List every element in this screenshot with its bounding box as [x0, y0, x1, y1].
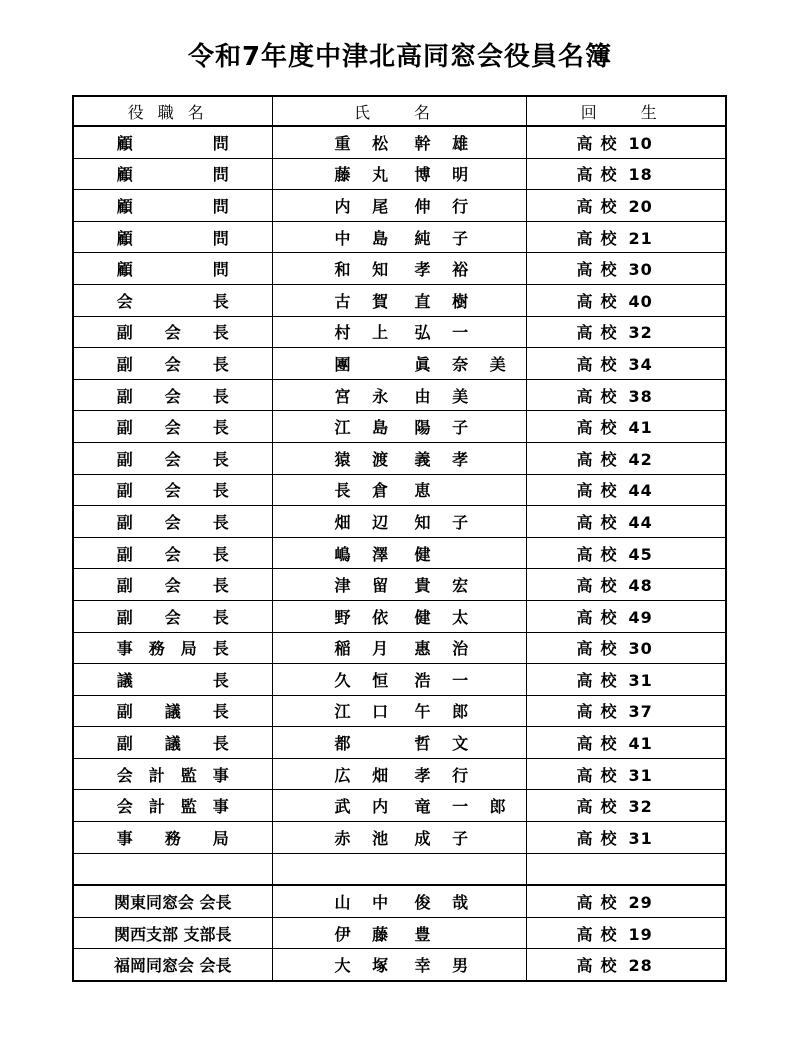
- surname: 藤 丸: [334, 165, 397, 185]
- table-row: [73, 126, 726, 158]
- surname: 山 中: [334, 893, 397, 913]
- given-name: 俊 哉: [414, 893, 477, 913]
- table-row: [73, 316, 726, 348]
- blank-cell: [526, 853, 726, 885]
- table-row: [73, 885, 726, 917]
- given-name: 浩 一: [414, 670, 477, 690]
- surname: 伊 藤: [334, 924, 397, 944]
- name-cell: [272, 316, 526, 348]
- header-class: 回 生: [526, 96, 726, 126]
- school-label: 高校: [576, 765, 625, 785]
- given-name: 健: [414, 544, 439, 564]
- given-name: 健 太: [414, 607, 477, 627]
- given-name: 由 美: [414, 386, 477, 406]
- role-cell: [73, 442, 272, 474]
- school-label: 高校: [576, 165, 625, 185]
- class-cell: [526, 949, 726, 981]
- given-name: 博 明: [414, 165, 477, 185]
- surname: 中 島: [334, 228, 397, 248]
- given-name: 知 子: [414, 512, 477, 532]
- blank-cell: [73, 853, 272, 885]
- role-label: 副会長: [116, 481, 229, 501]
- role-label: 事務局長: [116, 639, 229, 659]
- officer-rows: [73, 126, 726, 981]
- school-label: 高校: [576, 734, 625, 754]
- page-title: 令和7年度中津北高同窓会役員名簿: [187, 42, 613, 72]
- role-cell: [73, 506, 272, 538]
- role-cell: [73, 284, 272, 316]
- class-cell: [526, 474, 726, 506]
- class-cell: [526, 600, 726, 632]
- table-row: [73, 158, 726, 190]
- officer-table: [72, 95, 727, 982]
- surname: 重 松: [334, 133, 397, 153]
- role-label: 副会長: [116, 576, 229, 596]
- given-name: 幹 雄: [414, 133, 477, 153]
- role-cell: [73, 569, 272, 601]
- class-cell: [526, 316, 726, 348]
- role-cell: [73, 758, 272, 790]
- role-cell: [73, 221, 272, 253]
- school-label: 高校: [576, 576, 625, 596]
- school-label: 高校: [576, 956, 625, 976]
- surname: 猿 渡: [334, 449, 397, 469]
- role-label: 副会長: [116, 386, 229, 406]
- table-row: [73, 506, 726, 538]
- name-cell: [272, 221, 526, 253]
- header-role: 役職名: [73, 96, 272, 126]
- given-name: 恵: [414, 481, 439, 501]
- surname: 村 上: [334, 323, 397, 343]
- school-label: 高校: [576, 481, 625, 501]
- class-number: 10: [628, 133, 653, 153]
- role-cell: [73, 885, 272, 917]
- given-name: 午 郎: [414, 702, 477, 722]
- role-label: 顧 問: [116, 228, 229, 248]
- given-name: 直 樹: [414, 291, 477, 311]
- role-label: 会計監事: [116, 765, 229, 785]
- surname: 江 島: [334, 418, 397, 438]
- name-cell: [272, 695, 526, 727]
- class-cell: [526, 695, 726, 727]
- role-cell: [73, 379, 272, 411]
- class-cell: [526, 379, 726, 411]
- table-row: [73, 695, 726, 727]
- role-label: 関西支部 支部長: [113, 924, 232, 944]
- class-number: 30: [628, 639, 653, 659]
- role-cell: [73, 316, 272, 348]
- role-label: 会 長: [116, 291, 229, 311]
- name-cell: [272, 632, 526, 664]
- class-number: 37: [628, 702, 653, 722]
- class-cell: [526, 126, 726, 158]
- role-cell: [73, 917, 272, 949]
- school-label: 高校: [576, 449, 625, 469]
- class-number: 29: [628, 893, 653, 913]
- class-number: 31: [628, 670, 653, 690]
- role-cell: [73, 190, 272, 222]
- name-cell: [272, 949, 526, 981]
- role-label: 関東同窓会 会長: [113, 893, 232, 913]
- class-number: 21: [628, 228, 653, 248]
- school-label: 高校: [576, 512, 625, 532]
- surname: 和 知: [334, 260, 397, 280]
- given-name: 純 子: [414, 228, 477, 248]
- surname: 内 尾: [334, 196, 397, 216]
- school-label: 高校: [576, 260, 625, 280]
- class-cell: [526, 885, 726, 917]
- class-cell: [526, 664, 726, 696]
- school-label: 高校: [576, 797, 625, 817]
- school-label: 高校: [576, 418, 625, 438]
- table-row: [73, 411, 726, 443]
- school-label: 高校: [576, 607, 625, 627]
- name-cell: [272, 569, 526, 601]
- role-cell: [73, 727, 272, 759]
- given-name: 貴 宏: [414, 576, 477, 596]
- class-cell: [526, 253, 726, 285]
- class-cell: [526, 727, 726, 759]
- name-cell: [272, 379, 526, 411]
- surname: 嶋 澤: [334, 544, 397, 564]
- class-cell: [526, 348, 726, 380]
- table-row: [73, 664, 726, 696]
- name-cell: [272, 758, 526, 790]
- role-cell: [73, 348, 272, 380]
- given-name: 豊: [414, 924, 439, 944]
- table-row: [73, 600, 726, 632]
- role-label: 副会長: [116, 418, 229, 438]
- class-cell: [526, 284, 726, 316]
- role-cell: [73, 632, 272, 664]
- name-cell: [272, 790, 526, 822]
- school-label: 高校: [576, 893, 625, 913]
- name-cell: [272, 537, 526, 569]
- surname: 長 倉: [334, 481, 397, 501]
- role-label: 事務局: [116, 828, 229, 848]
- role-cell: [73, 600, 272, 632]
- class-number: 48: [628, 576, 653, 596]
- surname: 野 依: [334, 607, 397, 627]
- school-label: 高校: [576, 828, 625, 848]
- table-row: [73, 284, 726, 316]
- given-name: 惠 治: [414, 639, 477, 659]
- school-label: 高校: [576, 702, 625, 722]
- class-cell: [526, 632, 726, 664]
- role-cell: [73, 474, 272, 506]
- given-name: 成 子: [414, 828, 477, 848]
- name-cell: [272, 885, 526, 917]
- table-header-row: [73, 96, 726, 126]
- role-cell: [73, 537, 272, 569]
- given-name: 孝 裕: [414, 260, 477, 280]
- table-row: [73, 348, 726, 380]
- table-row: [73, 569, 726, 601]
- name-cell: [272, 158, 526, 190]
- surname: 江 口: [334, 702, 397, 722]
- role-label: 福岡同窓会 会長: [113, 956, 232, 976]
- class-number: 45: [628, 544, 653, 564]
- table-row: [73, 253, 726, 285]
- name-cell: [272, 822, 526, 854]
- table-row: [73, 822, 726, 854]
- role-label: 副議長: [116, 734, 229, 754]
- class-cell: [526, 411, 726, 443]
- class-cell: [526, 442, 726, 474]
- name-cell: [272, 600, 526, 632]
- table-row: [73, 790, 726, 822]
- school-label: 高校: [576, 924, 625, 944]
- name-cell: [272, 411, 526, 443]
- role-label: 顧 問: [116, 133, 229, 153]
- surname: 稲 月: [334, 639, 397, 659]
- role-label: 会計監事: [116, 797, 229, 817]
- school-label: 高校: [576, 196, 625, 216]
- class-number: 28: [628, 956, 653, 976]
- class-number: 18: [628, 165, 653, 185]
- surname: 武 内: [334, 797, 397, 817]
- name-cell: [272, 917, 526, 949]
- role-label: 顧 問: [116, 260, 229, 280]
- class-cell: [526, 158, 726, 190]
- class-number: 32: [628, 323, 653, 343]
- role-label: 顧 問: [116, 165, 229, 185]
- school-label: 高校: [576, 544, 625, 564]
- role-label: 副会長: [116, 607, 229, 627]
- class-number: 42: [628, 449, 653, 469]
- surname: 大 塚: [334, 956, 397, 976]
- table-row: [73, 379, 726, 411]
- surname: 古 賀: [334, 291, 397, 311]
- surname: 津 留: [334, 576, 397, 596]
- given-name: 孝 行: [414, 765, 477, 785]
- class-cell: [526, 569, 726, 601]
- class-cell: [526, 758, 726, 790]
- surname: 久 恒: [334, 670, 397, 690]
- class-number: 30: [628, 260, 653, 280]
- class-cell: [526, 790, 726, 822]
- role-label: 副会長: [116, 323, 229, 343]
- table-row: [73, 474, 726, 506]
- class-number: 40: [628, 291, 653, 311]
- role-cell: [73, 664, 272, 696]
- role-label: 副会長: [116, 449, 229, 469]
- role-cell: [73, 253, 272, 285]
- school-label: 高校: [576, 133, 625, 153]
- name-cell: [272, 284, 526, 316]
- school-label: 高校: [576, 323, 625, 343]
- surname: 赤 池: [334, 828, 397, 848]
- class-cell: [526, 917, 726, 949]
- given-name: 哲 文: [414, 734, 477, 754]
- class-cell: [526, 221, 726, 253]
- class-number: 38: [628, 386, 653, 406]
- class-number: 19: [628, 924, 653, 944]
- class-cell: [526, 537, 726, 569]
- table-row: [73, 632, 726, 664]
- name-cell: [272, 506, 526, 538]
- name-cell: [272, 442, 526, 474]
- role-label: 副議長: [116, 702, 229, 722]
- given-name: 竜 一 郎: [414, 797, 514, 817]
- class-cell: [526, 190, 726, 222]
- name-cell: [272, 126, 526, 158]
- table-row: [73, 221, 726, 253]
- school-label: 高校: [576, 670, 625, 690]
- role-cell: [73, 949, 272, 981]
- role-cell: [73, 822, 272, 854]
- blank-cell: [272, 853, 526, 885]
- name-cell: [272, 190, 526, 222]
- class-number: 44: [628, 481, 653, 501]
- school-label: 高校: [576, 228, 625, 248]
- role-label: 議 長: [116, 670, 229, 690]
- role-cell: [73, 126, 272, 158]
- class-number: 34: [628, 354, 653, 374]
- name-cell: [272, 664, 526, 696]
- class-cell: [526, 822, 726, 854]
- class-number: 31: [628, 765, 653, 785]
- name-cell: [272, 348, 526, 380]
- table-row: [73, 442, 726, 474]
- name-cell: [272, 253, 526, 285]
- table-row: [73, 727, 726, 759]
- given-name: 眞 奈 美: [414, 354, 514, 374]
- surname: 都: [334, 734, 359, 754]
- surname: 広 畑: [334, 765, 397, 785]
- role-label: 副会長: [116, 354, 229, 374]
- role-label: 顧 問: [116, 196, 229, 216]
- class-number: 32: [628, 797, 653, 817]
- class-number: 44: [628, 512, 653, 532]
- school-label: 高校: [576, 291, 625, 311]
- name-cell: [272, 727, 526, 759]
- surname: 團: [334, 354, 359, 374]
- school-label: 高校: [576, 354, 625, 374]
- class-number: 31: [628, 828, 653, 848]
- role-label: 副会長: [116, 544, 229, 564]
- given-name: 幸 男: [414, 956, 477, 976]
- class-number: 41: [628, 418, 653, 438]
- name-cell: [272, 474, 526, 506]
- header-name: 氏 名: [272, 96, 526, 126]
- given-name: 伸 行: [414, 196, 477, 216]
- class-number: 41: [628, 734, 653, 754]
- class-number: 49: [628, 607, 653, 627]
- given-name: 義 孝: [414, 449, 477, 469]
- blank-row: [73, 853, 726, 885]
- table-row: [73, 537, 726, 569]
- table-row: [73, 917, 726, 949]
- class-number: 20: [628, 196, 653, 216]
- table-row: [73, 758, 726, 790]
- given-name: 陽 子: [414, 418, 477, 438]
- role-cell: [73, 158, 272, 190]
- role-cell: [73, 790, 272, 822]
- surname: 宮 永: [334, 386, 397, 406]
- role-cell: [73, 695, 272, 727]
- school-label: 高校: [576, 386, 625, 406]
- table-row: [73, 949, 726, 981]
- surname: 畑 辺: [334, 512, 397, 532]
- table-row: [73, 190, 726, 222]
- role-label: 副会長: [116, 512, 229, 532]
- class-cell: [526, 506, 726, 538]
- role-cell: [73, 411, 272, 443]
- given-name: 弘 一: [414, 323, 477, 343]
- school-label: 高校: [576, 639, 625, 659]
